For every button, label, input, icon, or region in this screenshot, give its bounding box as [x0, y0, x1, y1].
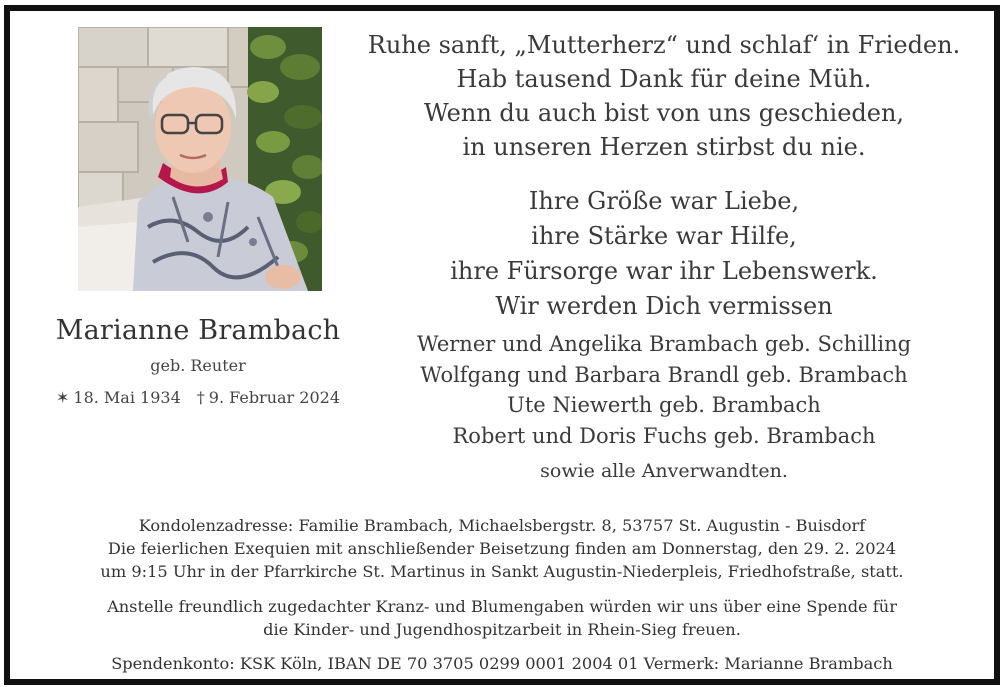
- birth-date: 18. Mai 1934: [73, 388, 181, 407]
- poem-stanza-1: [352, 28, 976, 164]
- info-line: Anstelle freundlich zugedachter Kranz- und Blumengaben würden wir uns über eine Spende für: [107, 597, 897, 616]
- info-line: um 9:15 Uhr in der Pfarrkirche St. Martinus in Sankt Augustin-Niederpleis, Friedhofstraße, statt.: [100, 562, 904, 581]
- poem-line: Wir werden Dich vermissen: [495, 292, 833, 320]
- poem-line: Hab tausend Dank für deine Müh.: [456, 65, 872, 93]
- mourner-entry: Wolfgang und Barbara Brandl geb. Brambach: [420, 362, 908, 387]
- death-cross-icon: †: [196, 388, 205, 407]
- donation-account: [30, 652, 974, 675]
- poem-line: Ruhe sanft, „Mutterherz“ und schlaf‘ in Frieden.: [367, 31, 961, 59]
- poem-line: Ihre Größe war Liebe,: [528, 187, 800, 215]
- poem-line: Wenn du auch bist von uns geschieden,: [423, 99, 905, 127]
- life-dates: [46, 388, 350, 407]
- poem-line: in unseren Herzen stirbst du nie.: [462, 133, 866, 161]
- relatives-line: sowie alle Anverwandten.: [540, 460, 788, 482]
- donation-note: [30, 595, 974, 641]
- mourner-entry: Robert und Doris Fuchs geb. Brambach: [452, 423, 876, 448]
- info-line: Spendenkonto: KSK Köln, IBAN DE 70 3705 0299 0001 2004 01 Vermerk: Marianne Brambach: [111, 654, 893, 673]
- mourner-entry: Ute Niewerth geb. Brambach: [507, 393, 821, 417]
- portrait-photo: [78, 27, 322, 291]
- mourners-list: [352, 329, 976, 451]
- poem-line: ihre Fürsorge war ihr Lebenswerk.: [450, 257, 878, 285]
- info-line: Kondolenzadresse: Familie Brambach, Michaelsbergstr. 8, 53757 St. Augustin - Buisdorf: [138, 516, 866, 535]
- obituary-notice: [4, 5, 1000, 685]
- mourner-entry: Werner und Angelika Brambach geb. Schilling: [416, 332, 912, 356]
- birth-star-icon: ✶: [55, 388, 70, 407]
- death-date: 9. Februar 2024: [208, 388, 340, 407]
- info-line: Die feierlichen Exequien mit anschließender Beisetzung finden am Donnerstag, den 29. 2. 2024: [107, 539, 897, 558]
- poem-line: ihre Stärke war Hilfe,: [531, 222, 797, 250]
- poem-stanza-2: [352, 184, 976, 324]
- maiden-name: geb. Reuter: [150, 356, 246, 375]
- condolence-and-service-info: [30, 514, 974, 583]
- info-line: die Kinder- und Jugendhospitzarbeit in Rhein-Sieg freuen.: [263, 620, 741, 639]
- deceased-name: Marianne Brambach: [55, 315, 341, 346]
